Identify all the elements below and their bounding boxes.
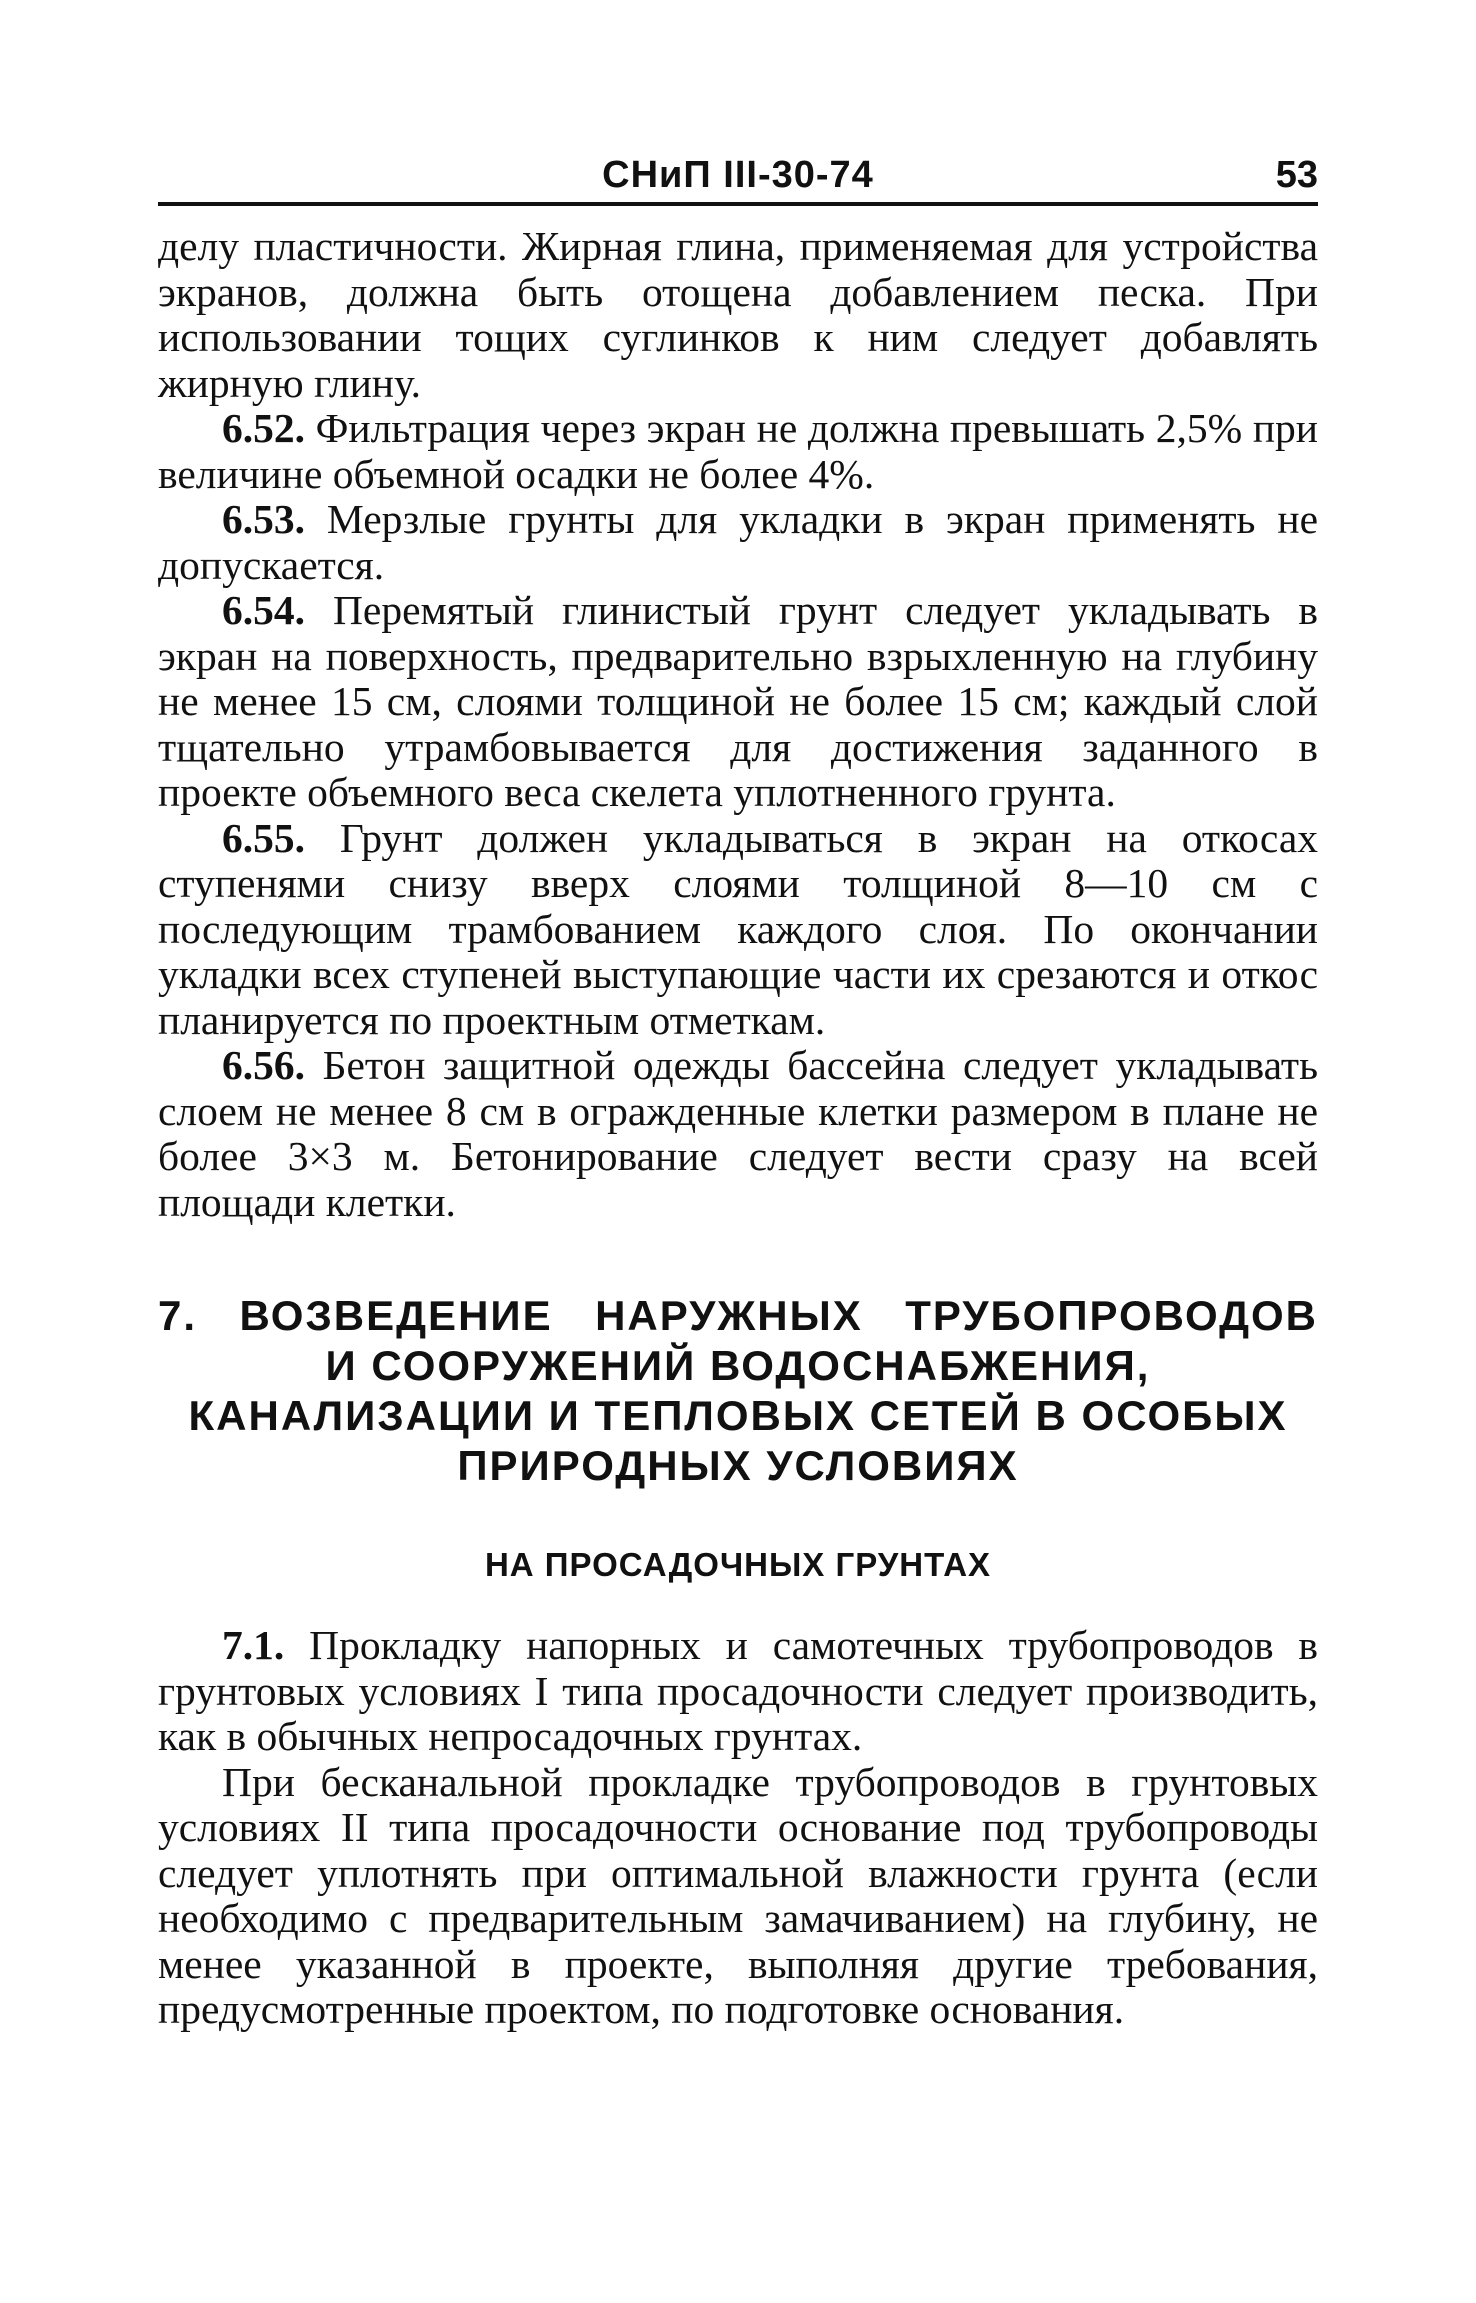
- clause-text: Фильтрация через экран не должна превышать 2,5% при величине объемной осадки не более 4%.: [158, 405, 1318, 497]
- section-heading-line-4: ПРИРОДНЫХ УСЛОВИЯХ: [457, 1442, 1019, 1489]
- document-code: СНиП III-30-74: [602, 154, 874, 196]
- clause-7-1-paragraph-2: При бесканальной прокладке трубопроводов в грунтовых условиях II типа просадочности основание под трубопроводы следует уплотнять при оптимальной влажности грунта (если необходимо с предварительным замачиванием) на глубину, не менее указанной в проекте, выполняя другие требования, предусмотренные проектом, по подготовке основания.: [158, 1758, 1318, 2032]
- subsection-heading: НА ПРОСАДОЧНЫХ ГРУНТАХ: [484, 1546, 992, 1583]
- clause-number: 6.53.: [222, 496, 305, 542]
- clause-text: Перемятый глинистый грунт следует укладывать в экран на поверхность, предварительно взрыхленную на глубину не менее 15 см, слоями толщиной не более 15 см; каждый слой тщательно утрамбовывается для достижения заданного в проекте объемного веса скелета уплотненного грунта.: [158, 587, 1318, 815]
- section-7-text: [158, 1623, 1318, 2033]
- clause-text: Бетон защитной одежды бассейна следует укладывать слоем не менее 8 см в огражденные клетки размером в плане не более 3×3 м. Бетонирование следует вести сразу на всей площади клетки.: [158, 1042, 1318, 1225]
- clause-6-54: [158, 588, 1318, 816]
- body-text: [158, 224, 1318, 1225]
- clause-number: 6.52.: [222, 405, 305, 451]
- clause-6-52: [158, 406, 1318, 497]
- clause-6-55: [158, 816, 1318, 1044]
- clause-6-53: [158, 497, 1318, 588]
- clause-number: 7.1.: [222, 1622, 285, 1668]
- section-heading-line-2: И СООРУЖЕНИЙ ВОДОСНАБЖЕНИЯ,: [325, 1342, 1151, 1389]
- clause-text: Прокладку напорных и самотечных трубопроводов в грунтовых условиях I типа просадочности следует производить, как в обычных непросадочных грунтах.: [158, 1622, 1318, 1759]
- clause-number: 6.54.: [222, 587, 305, 633]
- clause-6-56: [158, 1043, 1318, 1225]
- clause-text: Грунт должен укладываться в экран на откосах ступенями снизу вверх слоями толщиной 8—10 см с последующим трамбованием каждого слоя. По окончании укладки всех ступеней выступающие части их срезаются и откос планируется по проектным отметкам.: [158, 814, 1318, 1043]
- clause-number: 6.55.: [222, 814, 305, 861]
- continuation-paragraph: делу пластичности. Жирная глина, применяемая для устройства экранов, должна быть отощена добавлением песка. При использовании тощих суглинков к ним следует добавлять жирную глину.: [158, 223, 1318, 406]
- document-page: [158, 150, 1318, 2033]
- clause-text: Мерзлые грунты для укладки в экран применять не допускается.: [158, 496, 1318, 588]
- page-number: 53: [1275, 154, 1318, 196]
- section-heading-line-1: 7. ВОЗВЕДЕНИЕ НАРУЖНЫХ ТРУБОПРОВОДОВ: [158, 1292, 1318, 1339]
- section-heading: [158, 1291, 1318, 1491]
- section-heading-line-3: КАНАЛИЗАЦИИ И ТЕПЛОВЫХ СЕТЕЙ В ОСОБЫХ: [188, 1392, 1288, 1439]
- running-header: [158, 150, 1318, 206]
- clause-number: 6.56.: [222, 1042, 305, 1088]
- clause-7-1: [158, 1623, 1318, 1760]
